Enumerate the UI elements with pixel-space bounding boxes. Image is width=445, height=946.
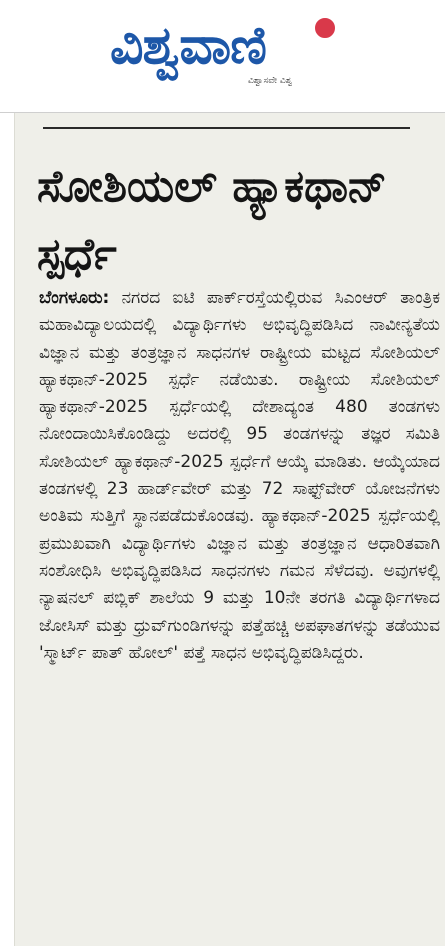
logo-tagline: ವಿಶ್ವಾಸವೇ ವಿಶ್ವ <box>248 76 293 86</box>
logo-wordmark: ವಿಶ್ವವಾಣಿ <box>110 16 266 76</box>
newspaper-logo <box>110 14 335 90</box>
article-body <box>39 285 440 945</box>
masthead <box>0 0 445 113</box>
headline-rule <box>43 127 410 129</box>
article-text: ನಗರದ ಐಟಿ ಪಾರ್ಕ್‌ರಸ್ತೆಯಲ್ಲಿರುವ ಸಿಎಂಆರ್ ತಾಂತ್ರಿಕ ಮಹಾವಿದ್ಯಾಲಯದಲ್ಲಿ ವಿದ್ಯಾರ್ಥಿಗಳು ಅಭಿವೃದ್ಧಿಪಡಿಸಿದ ನಾವೀನ್ಯತೆಯ ವಿಜ್ಞಾನ ಮತ್ತು ತಂತ್ರಜ್ಞಾನ ಸಾಧನಗಳ ರಾಷ್ಟ್ರೀಯ ಮಟ್ಟದ ಸೋಶಿಯಲ್ ಹ್ಯಾಕಥಾನ್-2025 ಸ್ಪರ್ಧೆ ನಡೆಯಿತು. ರಾಷ್ಟ್ರೀಯ ಸೋಶಿಯಲ್ ಹ್ಯಾಕಥಾನ್-2025 ಸ್ಪರ್ಧೆಯಲ್ಲಿ ದೇಶಾದ್ಯಂತ 480 ತಂಡಗಳು ನೋಂದಾಯಿಸಿಕೊಂಡಿದ್ದು ಅದರಲ್ಲಿ 95 ತಂಡಗಳನ್ನು ತಜ್ಞರ ಸಮಿತಿ ಸೋಶಿಯಲ್ ಹ್ಯಾಕಥಾನ್-2025 ಸ್ಪರ್ಧೆಗೆ ಆಯ್ಕೆ ಮಾಡಿತು. ಆಯ್ಕೆಯಾದ ತಂಡಗಳಲ್ಲಿ 23 ಹಾರ್ಡ್‌ವೇರ್ ಮತ್ತು 72 ಸಾಫ್ಟ್‌ವೇರ್ ಯೋಜನೆಗಳು ಅಂತಿಮ ಸುತ್ತಿಗೆ ಸ್ಥಾನಪಡೆದುಕೊಂಡವು. ಹ್ಯಾಕಥಾನ್-2025 ಸ್ಪರ್ಧೆಯಲ್ಲಿ ಪ್ರಮುಖವಾಗಿ ವಿದ್ಯಾರ್ಥಿಗಳು ವಿಜ್ಞಾನ ಮತ್ತು ತಂತ್ರಜ್ಞಾನ ಆಧಾರಿತವಾಗಿ ಸಂಶೋಧಿಸಿ ಅಭಿವೃದ್ಧಿಪಡಿಸಿದ ಸಾಧನಗಳು ಗಮನ ಸೆಳೆದವು. ಅವುಗಳಲ್ಲಿ ನ್ಯಾಷನಲ್ ಪಬ್ಲಿಕ್ ಶಾಲೆಯ 9 ಮತ್ತು 10ನೇ ತರಗತಿ ವಿದ್ಯಾರ್ಥಿಗಳಾದ ಜೋಸಿಸ್ ಮತ್ತು ಧ್ರುವ್‌ಗುಂಡಿಗಳನ್ನು ಪತ್ತೆಹಚ್ಚಿ ಅಪಘಾತಗಳನ್ನು ತಡೆಯುವ 'ಸ್ಮಾರ್ಟ್ ಪಾತ್ ಹೋಲ್' ಪತ್ತೆ ಸಾಧನ ಅಭಿವೃದ್ಧಿಪಡಿಸಿದ್ದರು. <box>39 288 440 663</box>
headline: ಸೋಶಿಯಲ್ ಹ್ಯಾಕಥಾನ್ ಸ್ಪರ್ಧೆ <box>37 161 387 280</box>
dateline: ಬೆಂಗಳೂರು: <box>39 288 110 308</box>
news-clipping <box>14 113 445 946</box>
logo-dot-icon <box>313 16 337 40</box>
